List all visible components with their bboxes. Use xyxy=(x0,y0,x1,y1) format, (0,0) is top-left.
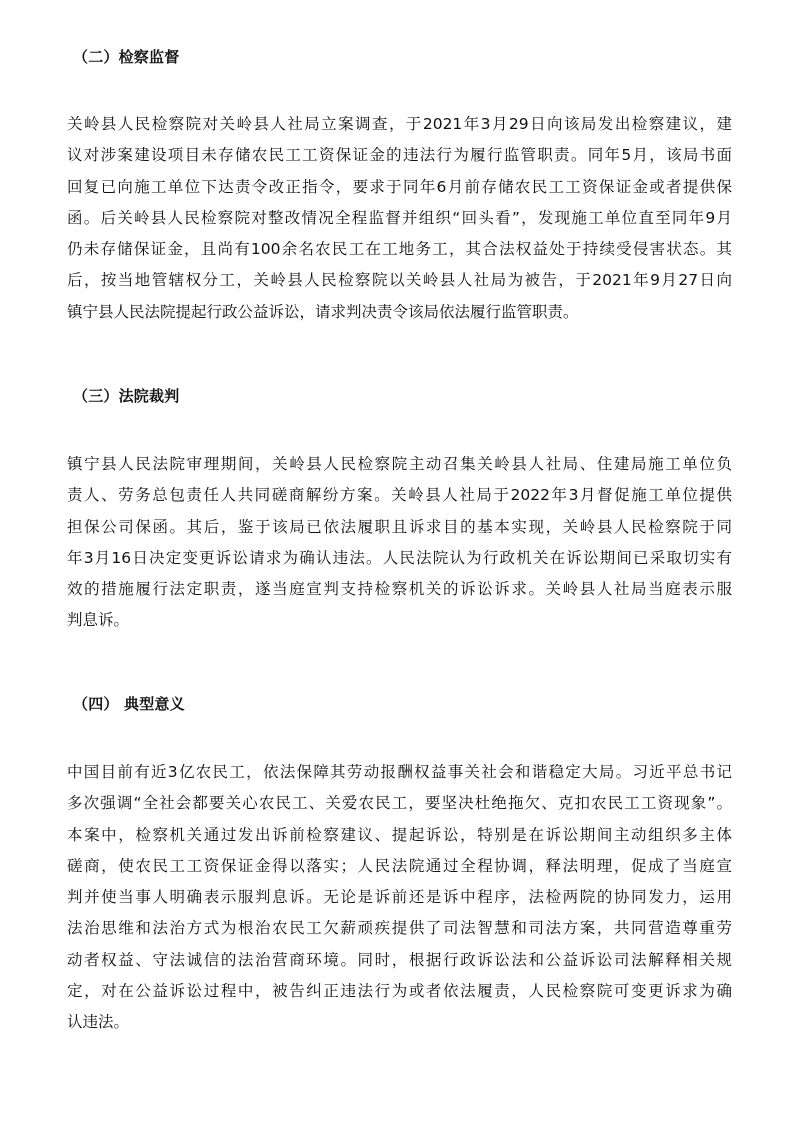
paragraph-line: 法治思维和法治方式为根治农民工欠薪顽疾提供了司法智慧和司法方案，共同营造尊重劳 xyxy=(67,919,732,938)
paragraph-line: 认违法。 xyxy=(67,1013,130,1032)
paragraph-line: 函。后关岭县人民检察院对整改情况全程监督并组织“回头看”，发现施工单位直至同年9月 xyxy=(67,208,732,227)
paragraph-line: 议对涉案建设项目未存储农民工工资保证金的违法行为履行监管职责。同年5月，该局书面 xyxy=(67,146,732,165)
paragraph-line: 中国目前有近3亿农民工，依法保障其劳动报酬权益事关社会和谐稳定大局。习近平总书记 xyxy=(67,763,732,781)
paragraph-line: 后，按当地管辖权分工，关岭县人民检察院以关岭县人社局为被告，于2021年9月27日向 xyxy=(67,271,732,290)
paragraph-court-ruling xyxy=(67,449,732,637)
paragraph-line: 镇宁县人民法院提起行政公益诉讼，请求判决责令该局依法履行监管职责。 xyxy=(67,302,579,321)
paragraph-line: 本案中，检察机关通过发出诉前检察建议、提起诉讼，特别是在诉讼期间主动组织多主体 xyxy=(67,825,732,844)
paragraph-line: 定，对在公益诉讼过程中，被告纠正违法行为或者依法履责，人民检察院可变更诉求为确 xyxy=(67,982,732,1001)
section-heading-typical-significance: （四） 典型意义 xyxy=(73,695,185,713)
paragraph-line: 判息诉。 xyxy=(67,611,130,630)
paragraph-line: 仍未存储保证金，且尚有100余名农民工在工地务工，其合法权益处于持续受侵害状态。其 xyxy=(67,240,732,259)
section-heading-court-ruling: （三）法院裁判 xyxy=(73,387,180,405)
paragraph-line: 判并使当事人明确表示服判息诉。无论是诉前还是诉中程序，法检两院的协同发力，运用 xyxy=(67,888,732,907)
paragraph-procuratorial-supervision xyxy=(67,109,732,328)
paragraph-line: 动者权益、守法诚信的法治营商环境。同时，根据行政诉讼法和公益诉讼司法解释相关规 xyxy=(67,950,732,969)
paragraph-line: 关岭县人民检察院对关岭县人社局立案调查，于2021年3月29日向该局发出检察建议，建 xyxy=(67,115,732,133)
paragraph-line: 磋商，使农民工工资保证金得以落实；人民法院通过全程协调，释法明理，促成了当庭宣 xyxy=(67,856,732,875)
paragraph-line: 回复已向施工单位下达责令改正指令，要求于同年6月前存储农民工工资保证金或者提供保 xyxy=(67,177,732,196)
paragraph-line: 多次强调“全社会都要关心农民工、关爱农民工，要坚决杜绝拖欠、克扣农民工工资现象”。 xyxy=(67,794,732,813)
paragraph-line: 镇宁县人民法院审理期间，关岭县人民检察院主动召集关岭县人社局、住建局施工单位负 xyxy=(67,455,732,473)
paragraph-line: 年3月16日决定变更诉讼请求为确认违法。人民法院认为行政机关在诉讼期间已采取切实有 xyxy=(67,548,732,567)
paragraph-line: 责人、劳务总包责任人共同磋商解纷方案。关岭县人社局于2022年3月督促施工单位提供 xyxy=(67,486,732,505)
paragraph-line: 效的措施履行法定职责，遂当庭宣判支持检察机关的诉讼诉求。关岭县人社局当庭表示服 xyxy=(67,580,732,599)
paragraph-line: 担保公司保函。其后，鉴于该局已依法履职且诉求目的基本实现，关岭县人民检察院于同 xyxy=(67,517,732,536)
section-heading-procuratorial-supervision: （二）检察监督 xyxy=(73,48,180,66)
paragraph-typical-significance xyxy=(67,757,732,1039)
